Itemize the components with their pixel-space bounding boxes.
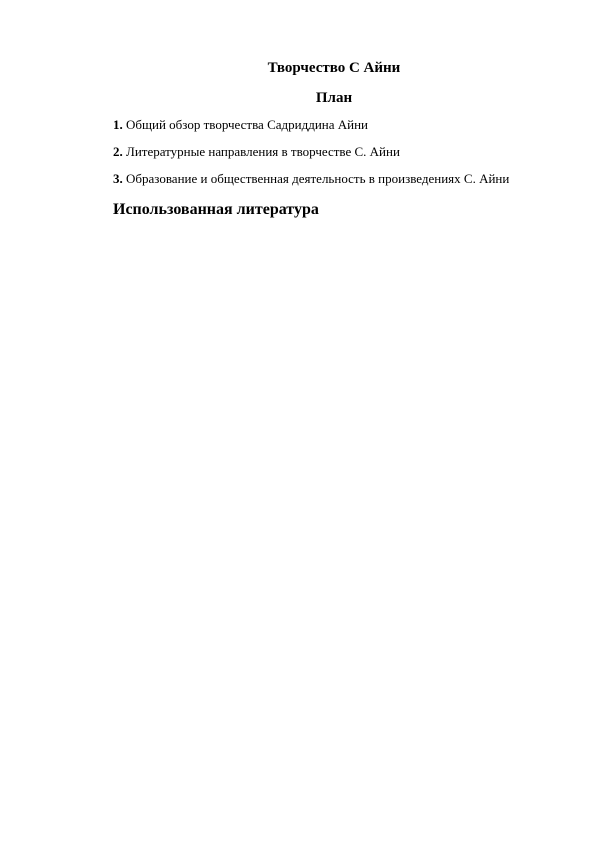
- plan-item-number: 2.: [113, 144, 123, 159]
- plan-heading: План: [315, 90, 353, 106]
- document-title: Творчество С Айни: [267, 60, 401, 76]
- plan-item: [113, 116, 509, 133]
- plan-item-text: Общий обзор творчества Садриддина Айни: [126, 117, 369, 132]
- plan-item-text: Литературные направления в творчестве С. Айни: [126, 144, 400, 159]
- references-heading: Использованная литература: [113, 201, 319, 218]
- plan-item: [113, 170, 509, 187]
- plan-item: [113, 143, 509, 160]
- plan-item-number: 3.: [113, 171, 123, 186]
- plan-item-text: Образование и общественная деятельность в произведениях С. Айни: [126, 171, 510, 186]
- plan-item-number: 1.: [113, 117, 123, 132]
- plan-list: [113, 116, 509, 197]
